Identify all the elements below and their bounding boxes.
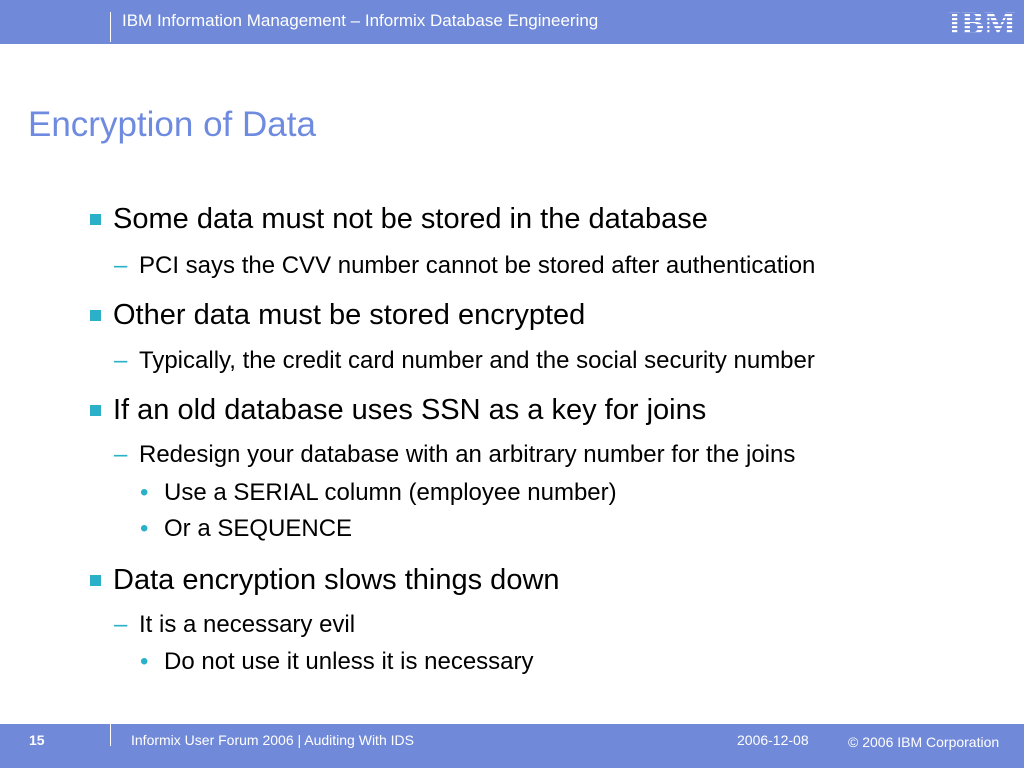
ibm-logo-text: IBM (948, 6, 1016, 38)
dash-bullet-icon: – (114, 611, 128, 638)
square-bullet-icon (90, 310, 101, 321)
bullet-text: Data encryption slows things down (113, 564, 560, 596)
presentation-date: 2006-12-08 (737, 732, 809, 748)
bullet-text: Other data must be stored encrypted (113, 299, 586, 331)
bullet-text: Some data must not be stored in the database (113, 203, 708, 235)
sub-sub-bullet-text: Do not use it unless it is necessary (164, 648, 534, 675)
dot-bullet-icon: • (140, 515, 149, 542)
header-divider (110, 12, 111, 42)
sub-bullet-text: PCI says the CVV number cannot be stored after authentication (139, 252, 816, 279)
page-number: 15 (29, 732, 45, 748)
copyright-notice: © 2006 IBM Corporation (848, 734, 1000, 750)
footer-bar (0, 724, 1024, 768)
dash-bullet-icon: – (114, 252, 128, 279)
sub-sub-bullet-text: Or a SEQUENCE (164, 515, 353, 542)
dash-bullet-icon: – (114, 441, 128, 468)
ibm-logo (946, 6, 1018, 38)
sub-sub-bullet-text: Use a SERIAL column (employee number) (164, 479, 617, 506)
square-bullet-icon (90, 405, 101, 416)
dot-bullet-icon: • (140, 648, 149, 675)
event-title: Informix User Forum 2006 | Auditing With IDS (131, 732, 414, 748)
dash-bullet-icon: – (114, 347, 128, 374)
sub-bullet-text: Typically, the credit card number and the social security number (139, 347, 815, 374)
footer-divider (110, 724, 111, 746)
dot-bullet-icon: • (140, 479, 149, 506)
sub-bullet-text: Redesign your database with an arbitrary number for the joins (139, 441, 796, 468)
square-bullet-icon (90, 214, 101, 225)
header-title: IBM Information Management – Informix Database Engineering (122, 11, 599, 30)
header-bar (0, 0, 1024, 44)
square-bullet-icon (90, 575, 101, 586)
slide-title: Encryption of Data (28, 105, 316, 144)
sub-bullet-text: It is a necessary evil (139, 611, 356, 638)
bullet-text: If an old database uses SSN as a key for joins (113, 394, 707, 426)
